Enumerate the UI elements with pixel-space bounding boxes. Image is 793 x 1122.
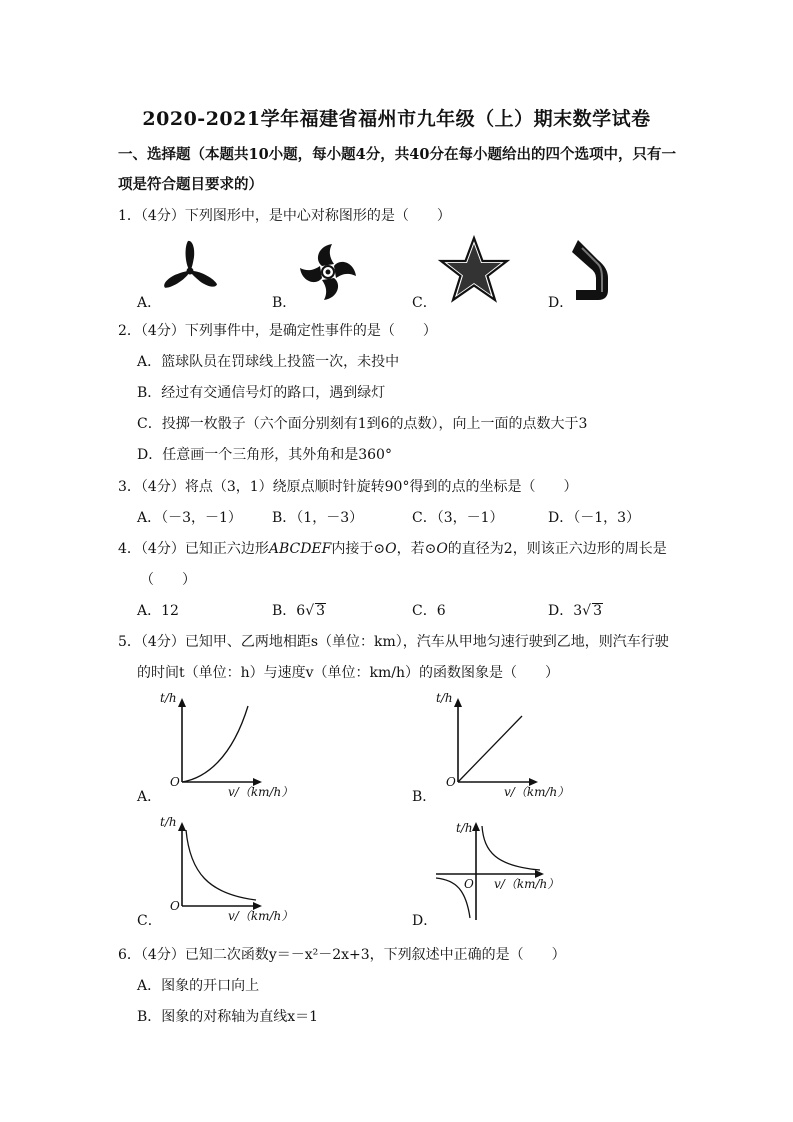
q5b-origin-label: O [446, 775, 456, 789]
q3-option-b: B．（1，－3） [272, 510, 364, 526]
q5-graph-a [156, 691, 294, 802]
q4-stem-part-g: 的直径为2，则该正六边形的周长是 [447, 541, 667, 557]
q4-option-a: A．12 [137, 603, 179, 619]
q5-option-a-label: A． [137, 789, 162, 805]
q4-option-d [548, 602, 603, 620]
fan-swirl-icon [296, 240, 360, 304]
question-1-stem: 1．（4分）下列图形中，是中心对称图形的是（ ） [118, 208, 451, 224]
q5-graph-c [156, 815, 294, 926]
q5d-origin-label: O [464, 877, 474, 891]
q5-graph-b [432, 691, 570, 802]
q4-stem-line2: （ ） [140, 572, 196, 588]
section-heading-line2: 项是符合题目要求的） [118, 176, 263, 193]
q5a-origin-label: O [170, 775, 180, 789]
q4-option-d-radicand: 3 [593, 603, 602, 619]
q5-option-c-label: C． [137, 913, 162, 929]
radical-sign-icon: √ [582, 603, 592, 619]
q3-option-d: D．（－1，3） [548, 510, 641, 526]
radical-sign-icon: √ [305, 603, 315, 619]
q4-circle-name-2: O [436, 541, 448, 557]
q5a-x-axis-label: v/（km/h） [228, 785, 294, 799]
q4-option-d-text: D．3 [548, 603, 583, 619]
question-2-stem: 2．（4分）下列事件中，是确定性事件的是（ ） [118, 323, 437, 339]
question-5-stem-line2: 的时间t（单位：h）与速度v（单位：km/h）的函数图象是（ ） [137, 665, 560, 681]
q2-option-c: C．投掷一枚骰子（六个面分别刻有1到6的点数），向上一面的点数大于3 [137, 416, 588, 432]
q4-option-c: C．6 [412, 603, 446, 619]
q5b-y-axis-label: t/h [436, 691, 453, 705]
q2-option-a: A．篮球队员在罚球线上投篮一次，未投中 [137, 354, 400, 370]
section-heading-line1: 一、选择题（本题共10小题，每小题4分，共40分在每小题给出的四个选项中，只有一 [118, 146, 676, 163]
propeller-icon [158, 238, 222, 302]
q4-stem-part-c: 内接于⊙ [331, 541, 386, 557]
q5a-y-axis-label: t/h [160, 691, 177, 705]
q4-option-b-text: B．6 [272, 603, 306, 619]
q3-option-a: A．（－3，－1） [137, 510, 242, 526]
q4-stem-part-a: 4．（4分）已知正六边形 [118, 541, 269, 557]
q1-option-a-label: A． [137, 295, 162, 311]
q2-option-d: D．任意画一个三角形，其外角和是360° [137, 447, 392, 463]
q5-option-b-label: B． [412, 789, 437, 805]
question-6-stem: 6．（4分）已知二次函数y＝－x²－2x+3，下列叙述中正确的是（ ） [118, 947, 566, 963]
question-3-stem: 3．（4分）将点（3，1）绕原点顺时针旋转90°得到的点的坐标是（ ） [118, 479, 578, 495]
q5-graph-d [432, 818, 562, 926]
q3-option-c: C．（3，－1） [412, 510, 504, 526]
q6-option-a: A．图象的开口向上 [137, 978, 260, 994]
question-4-stem [118, 540, 667, 558]
q5b-x-axis-label: v/（km/h） [504, 785, 570, 799]
question-5-stem-line1: 5．（4分）已知甲、乙两地相距s（单位：km），汽车从甲地匀速行驶到乙地，则汽车行驶 [118, 634, 669, 650]
q1-option-b-label: B． [272, 295, 297, 311]
q5d-x-axis-label: v/（km/h） [494, 877, 560, 891]
q5-option-d-label: D． [412, 913, 438, 929]
q4-hexagon-name: ABCDEF [268, 541, 332, 557]
q5c-x-axis-label: v/（km/h） [228, 909, 294, 923]
q5d-y-axis-label: t/h [456, 821, 473, 835]
q5c-origin-label: O [170, 899, 180, 913]
q2-option-b: B．经过有交通信号灯的路口，遇到绿灯 [137, 385, 386, 401]
q4-option-b-radicand: 3 [316, 603, 326, 619]
q1-option-d-label: D． [548, 295, 574, 311]
hook-shape-icon [568, 238, 620, 304]
star-icon [438, 236, 510, 304]
q5c-y-axis-label: t/h [160, 815, 177, 829]
page-title: 2020-2021学年福建省福州市九年级（上）期末数学试卷 [142, 108, 651, 130]
q6-option-b: B．图象的对称轴为直线x＝1 [137, 1009, 319, 1025]
q4-stem-part-e: ，若⊙ [396, 541, 437, 557]
q4-circle-name: O [385, 541, 397, 557]
q1-option-c-label: C． [412, 295, 437, 311]
q4-option-b [272, 602, 326, 620]
